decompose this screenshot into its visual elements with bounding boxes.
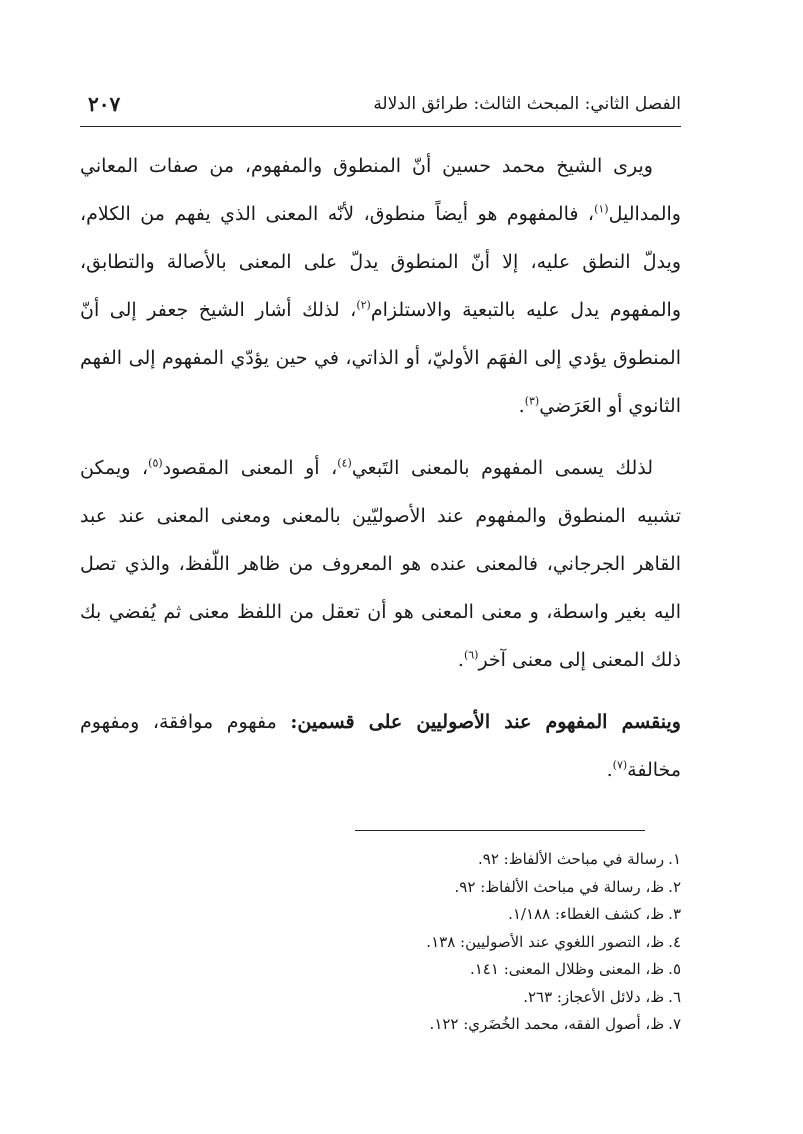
text-span: ، لذلك أشار الشيخ جعفر إلى أنّ المنطوق يؤدي إلى الفهَم الأوليّ، أو الذاتي، في حين يؤدّي المفهوم إلى الفهم الثانوي أو العَرَضي (80, 299, 681, 417)
footnote-7 (261, 1011, 681, 1039)
footnote-ref-2: (٢) (356, 298, 371, 312)
footnote-number: ٧. (668, 1015, 681, 1033)
footnote-number: ٢. (668, 877, 681, 896)
footnotes (261, 846, 681, 1039)
footnote-ref-4: (٤) (337, 456, 352, 470)
paragraph-2 (80, 444, 681, 684)
footnote-text: ظ، أصول الفقه، محمد الخُضَري: ١٢٢. (429, 1015, 665, 1033)
chapter-title: الفصل الثاني: المبحث الثالث: طرائق الدلالة (373, 94, 681, 114)
footnote-6 (261, 984, 681, 1012)
footnote-text: ظ، التصور اللغوي عند الأصوليين: ١٣٨. (426, 932, 665, 951)
footnote-2 (261, 874, 681, 902)
footnote-text: ظ، دلائل الأعجاز: ٢٦٣. (523, 987, 665, 1006)
text-span: ، فالمفهوم هو أيضاً منطوق، لأنّه المعنى الذي يفهم من الكلام، ويدلّ النطق عليه، إلا أنّ المنطوق يدلّ على المعنى بالأصالة والتطابق، والمفهوم يدل عليه بالتبعية والاستلزام (80, 203, 681, 321)
footnote-separator (355, 830, 645, 831)
footnote-number: ٣. (668, 905, 681, 923)
bold-lead: وينقسم المفهوم عند الأصوليين على قسمين: (290, 711, 681, 733)
footnote-number: ٥. (668, 960, 681, 978)
footnote-ref-3: (٣) (524, 394, 540, 408)
footnote-number: ٦. (668, 987, 681, 1006)
footnote-1 (261, 846, 681, 874)
footnote-ref-7: (٧) (612, 758, 628, 772)
footnote-number: ٤. (668, 932, 681, 951)
footnote-ref-1: (١) (594, 202, 609, 216)
text-span: ، ويمكن تشبيه المنطوق والمفهوم عند الأصوليّين بالمعنى ومعنى المعنى عند عبد القاهر الجرجاني، فالمعنى عنده هو المعروف من ظاهر اللّفظ، والذي تصل اليه بغير واسطة، و معنى المعنى هو أن تعقل من اللفظ معنى ثم يُفضي بك ذلك المعنى إلى معنى آخر (80, 457, 681, 671)
text-span: لذلك يسمى المفهوم بالمعنى التَبعي (351, 457, 653, 479)
text-span: مفهوم موافقة، ومفهوم مخالفة (80, 711, 681, 781)
running-header (80, 92, 681, 127)
footnote-ref-6: (٦) (463, 648, 479, 662)
footnote-5 (261, 956, 681, 984)
footnote-4 (261, 929, 681, 957)
footnote-3 (261, 901, 681, 929)
page-number: ٢٠٧ (88, 92, 121, 116)
footnote-text: ظ، كشف الغطاء: ١/١٨٨. (508, 905, 665, 923)
footnote-text: رسالة في مباحث الألفاظ: ٩٢. (478, 850, 665, 868)
paragraph-1 (80, 142, 681, 430)
footnote-number: ١. (668, 850, 681, 868)
footnote-ref-5: (٥) (148, 456, 163, 470)
text-span: ، أو المعنى المقصود (162, 457, 338, 479)
text-span: . (606, 759, 613, 781)
main-text (80, 142, 681, 808)
text-span: . (457, 649, 464, 671)
text-span: ويرى الشيخ محمد حسين أنّ المنطوق والمفهوم، من صفات المعاني والمداليل (80, 155, 681, 225)
footnote-text: ظ، رسالة في مباحث الألفاظ: ٩٢. (454, 877, 665, 896)
footnote-text: ظ، المعنى وظلال المعنى: ١٤١. (469, 960, 665, 978)
text-span: . (518, 395, 525, 417)
paragraph-3 (80, 698, 681, 794)
